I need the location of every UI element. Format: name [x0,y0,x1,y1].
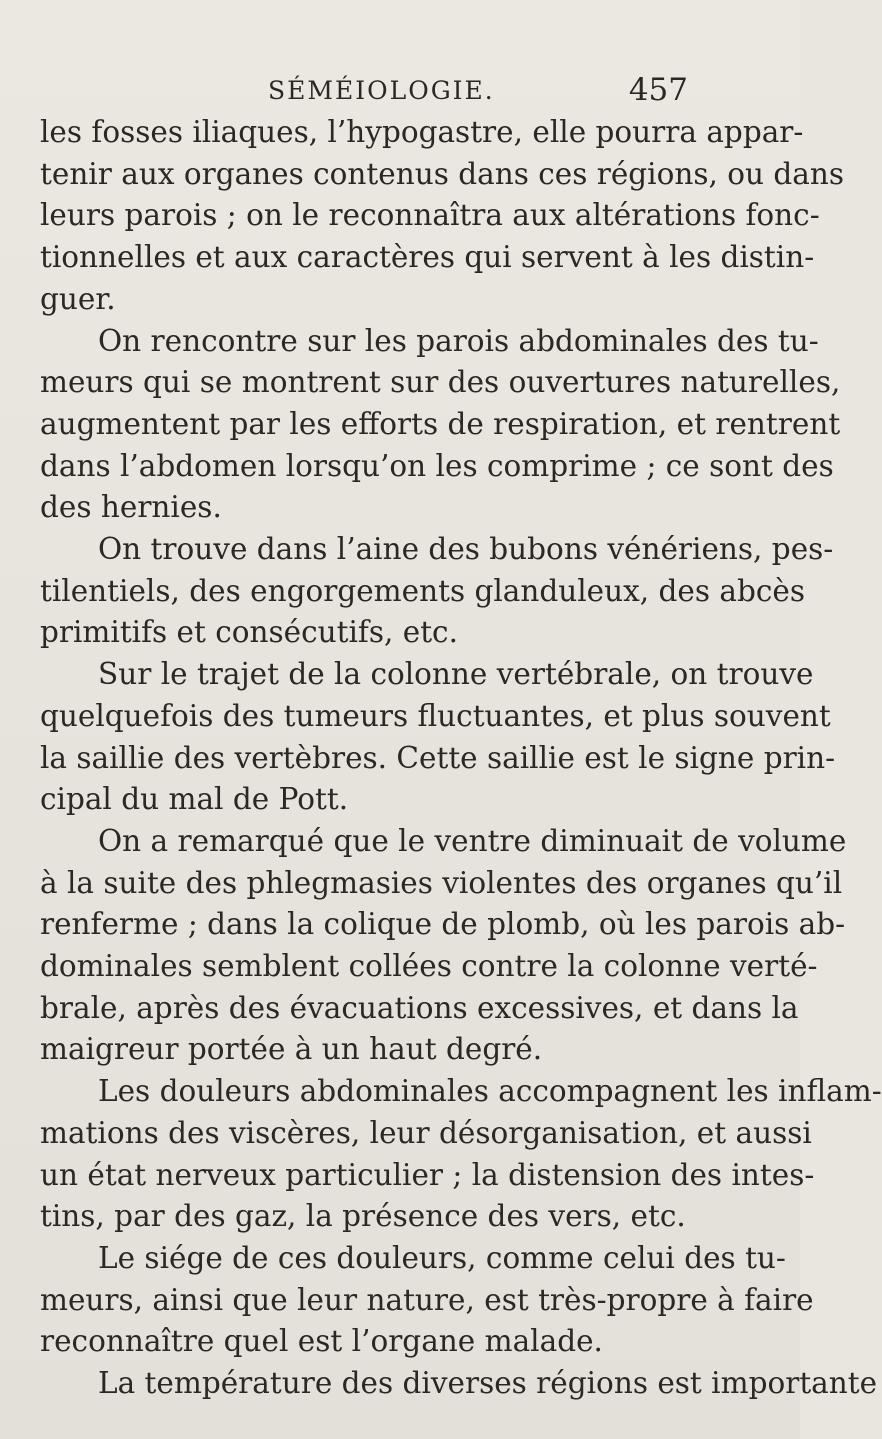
text-line: On trouve dans l’aine des bubons vénériens, pes- [98,532,834,567]
text-line: cipal du mal de Pott. [40,782,349,817]
text-line: guer. [40,281,116,316]
text-line: tins, par des gaz, la présence des vers, etc. [40,1199,686,1234]
text-line: les fosses iliaques, l’hypogastre, elle pourra appar- [40,115,804,149]
paragraph [40,1238,814,1363]
running-title: SÉMÉIOLOGIE. [268,76,495,105]
text-line: dominales semblent collées contre la colonne verté- [40,949,818,984]
paragraph [40,112,845,321]
paragraph [40,1071,882,1238]
paragraph [40,1363,878,1405]
text-line: Les douleurs abdominales accompagnent les inflam- [98,1074,882,1109]
text-line: tenir aux organes contenus dans ces régions, ou dans [40,156,845,191]
text-line: reconnaître quel est l’organe malade. [40,1324,603,1359]
paragraph [40,321,841,530]
paragraph [40,529,834,654]
text-line: meurs qui se montrent sur des ouvertures naturelles, [40,365,841,400]
text-line: Sur le trajet de la colonne vertébrale, on trouve [98,657,814,692]
text-line: maigreur portée à un haut degré. [40,1032,543,1067]
text-line: un état nerveux particulier ; la distension des intes- [40,1157,815,1192]
text-line: dans l’abdomen lorsqu’on les comprime ; ce sont des [40,448,834,483]
text-line: des hernies. [40,490,222,525]
text-line: La température des diverses régions est importante [98,1366,878,1401]
text-line: quelquefois des tumeurs fluctuantes, et plus souvent [40,698,831,733]
text-line: augmentent par les efforts de respiration, et rentrent [40,406,841,441]
text-line: primitifs et consécutifs, etc. [40,615,458,650]
text-line: On a remarqué que le ventre diminuait de volume [98,823,847,858]
text-line: tionnelles et aux caractères qui servent à les distin- [40,240,815,275]
text-line: la saillie des vertèbres. Cette saillie est le signe prin- [40,740,836,775]
body-text [40,112,882,1405]
paragraph [40,821,847,1071]
text-line: à la suite des phlegmasies violentes des organes qu’il [40,865,843,900]
text-line: leurs parois ; on le reconnaîtra aux altérations fonc- [40,198,820,233]
paragraph [40,654,836,821]
text-line: mations des viscères, leur désorganisation, et aussi [40,1115,812,1150]
page-number: 457 [628,72,688,108]
text-line: On rencontre sur les parois abdominales des tu- [98,323,819,358]
text-line: tilentiels, des engorgements glanduleux, des abcès [40,573,805,608]
text-line: Le siége de ces douleurs, comme celui des tu- [98,1240,786,1275]
text-line: meurs, ainsi que leur nature, est très-propre à faire [40,1282,814,1317]
text-line: brale, après des évacuations excessives, et dans la [40,990,799,1025]
text-line: renferme ; dans la colique de plomb, où les parois ab- [40,907,846,942]
